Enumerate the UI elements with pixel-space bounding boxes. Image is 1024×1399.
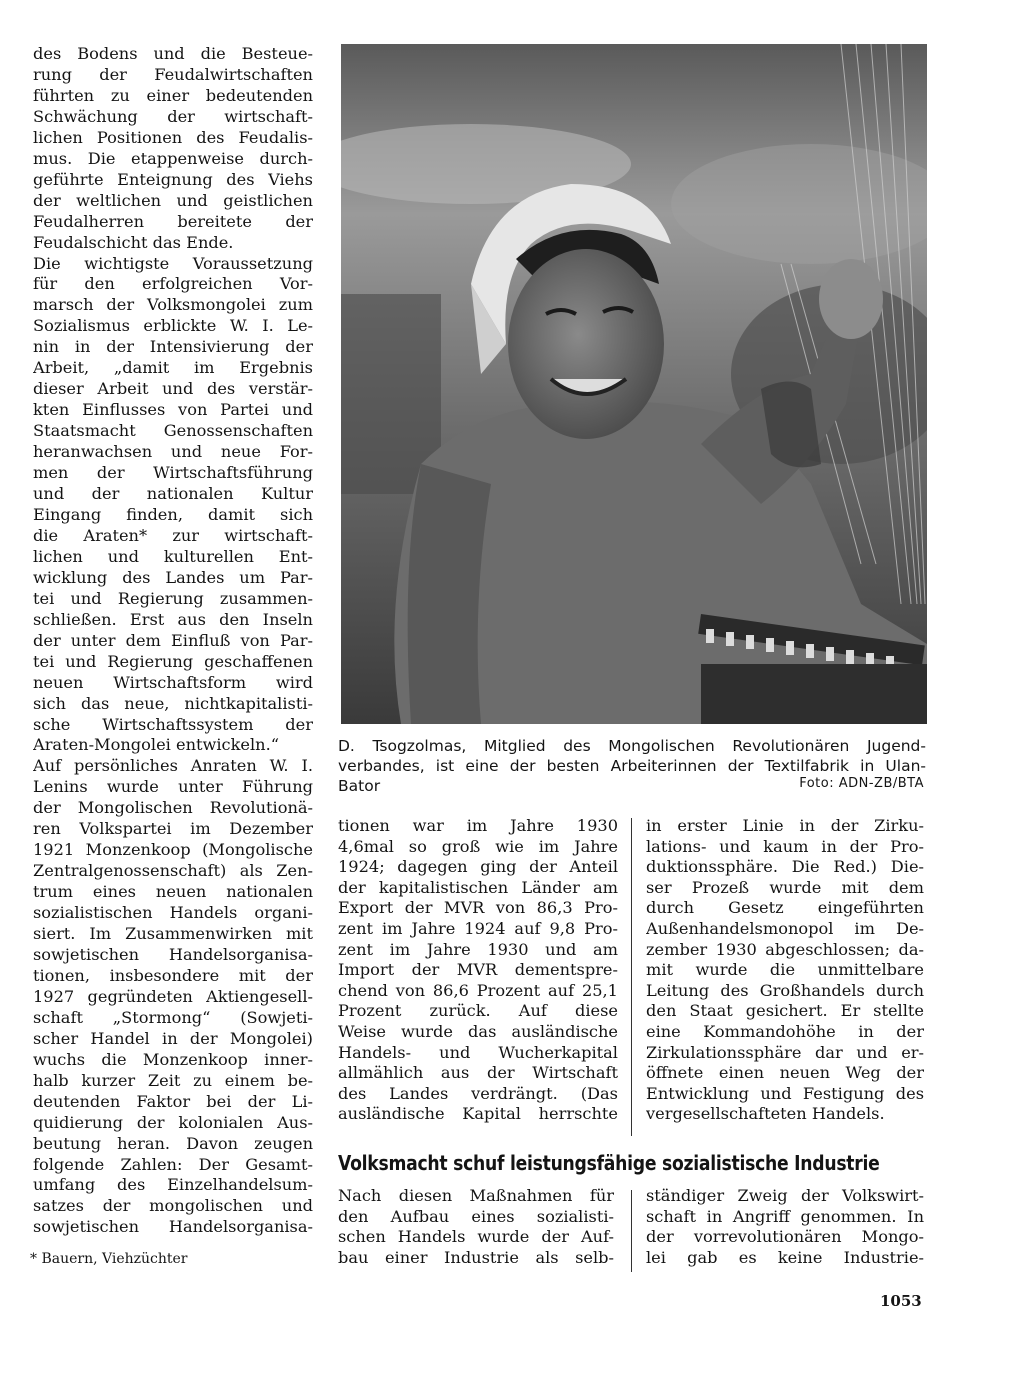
text-line: sowjetischen Handelsorganisa- (33, 944, 313, 964)
text-line: dieser Arbeit und des verstär- (33, 379, 313, 399)
text-line: lichen und kulturellen Ent- (33, 546, 313, 566)
text-line: ständiger Zweig der Volkswirt- (646, 1186, 924, 1205)
column-divider (631, 1190, 632, 1272)
text-line: ser Prozeß wurde mit dem (646, 877, 924, 897)
text-line: Nach diesen Maßnahmen für (338, 1186, 614, 1205)
text-line: Zentralgenossenschaft) als Zen- (33, 861, 313, 881)
text-line: tei und Regierung geschaffenen (33, 651, 313, 671)
text-line: ren Volkspartei im Dezember (33, 819, 313, 839)
text-line: Schwächung der wirtschaft- (33, 106, 313, 126)
text-line: quidierung der kolonialen Aus- (33, 1112, 313, 1132)
text-line: folgende Zahlen: Der Gesamt- (33, 1154, 313, 1174)
text-line: die Araten* zur wirtschaft- (33, 525, 313, 545)
text-line: schaft „Stormong“ (Sowjeti- (33, 1007, 313, 1027)
text-line: lations- und kaum in der Pro- (646, 836, 924, 856)
text-line: in erster Linie in der Zirku- (646, 816, 924, 835)
text-line: siert. Im Zusammenwirken mit (33, 924, 313, 944)
text-line: wicklung des Landes um Par- (33, 567, 313, 587)
text-line: bau einer Industrie als selb- (338, 1247, 614, 1267)
text-line: geführte Enteignung des Viehs (33, 169, 313, 189)
text-line: vergesellschafteten Handels. (646, 1104, 885, 1124)
caption-line: D. Tsogzolmas, Mitglied des Mongolischen Revolutionären Jugend- (338, 737, 926, 755)
text-line: für den erfolgreichen Vor- (33, 274, 313, 294)
text-line: Feudalschicht das Ende. (33, 232, 234, 252)
text-line: der vorrevolutionären Mongo- (646, 1227, 924, 1247)
text-line: trum eines neuen nationalen (33, 882, 313, 902)
text-line: Araten-Mongolei entwickeln.“ (33, 735, 280, 755)
column-divider (631, 818, 632, 1136)
text-line: Leitung des Großhandels durch (646, 980, 924, 1000)
text-line: der unter dem Einfluß von Par- (33, 630, 313, 650)
text-line: ausländische Kapital herrschte (338, 1104, 618, 1124)
text-line: des Bodens und die Besteue- (33, 44, 313, 63)
text-line: Die wichtigste Voraussetzung (33, 253, 313, 273)
footnote: * Bauern, Viehzüchter (30, 1251, 188, 1267)
text-line: den Staat gesichert. Er stellte (646, 1001, 924, 1021)
text-line: satzes der mongolischen und (33, 1196, 313, 1216)
text-line: Staatsmacht Genossenschaften (33, 421, 313, 441)
text-column-5 (646, 1186, 924, 1268)
text-line: und der nationalen Kultur (33, 484, 313, 504)
text-line: kten Einflusses von Partei und (33, 400, 313, 420)
text-line: Feudalherren bereitete der (33, 211, 313, 231)
text-line: der weltlichen und geistlichen (33, 190, 313, 210)
text-line: rung der Feudalwirtschaften (33, 64, 313, 84)
text-line: schen Handels wurde der Auf- (338, 1227, 614, 1247)
text-line: 1924; dagegen ging der Anteil (338, 857, 618, 877)
text-line: marsch der Volksmongolei zum (33, 295, 313, 315)
caption-line: Bator (338, 777, 381, 795)
page-number: 1053 (880, 1292, 922, 1310)
text-line: sich das neue, nichtkapitalisti- (33, 693, 313, 713)
text-line: den Aufbau eines sozialisti- (338, 1206, 614, 1226)
text-line: lichen Positionen des Feudalis- (33, 127, 313, 147)
text-line: schließen. Erst aus den Inseln (33, 609, 313, 629)
text-line: der kapitalistischen Länder am (338, 877, 618, 897)
text-line: Lenins wurde unter Führung (33, 777, 313, 797)
text-column-3 (646, 816, 924, 1125)
text-line: Entwicklung und Festigung des (646, 1083, 924, 1103)
text-line: deutenden Faktor bei der Li- (33, 1091, 313, 1111)
text-line: chend von 86,6 Prozent auf 25,1 (338, 980, 618, 1000)
text-line: sozialistischen Handels organi- (33, 903, 313, 923)
text-line: tionen, insbesondere mit der (33, 965, 313, 985)
text-line: beutung heran. Davon zeugen (33, 1133, 313, 1153)
text-line: öffnete einen neuen Weg der (646, 1063, 924, 1083)
text-line: lei gab es keine Industrie- (646, 1247, 924, 1267)
text-line: 1927 gegründeten Aktiengesell- (33, 986, 313, 1006)
caption-line: verbandes, ist eine der besten Arbeiterinnen der Textilfabrik in Ulan- (338, 757, 926, 775)
text-line: halb kurzer Zeit zu einem be- (33, 1070, 313, 1090)
text-line: sche Wirtschaftssystem der (33, 714, 313, 734)
text-line: zent im Jahre 1924 auf 9,8 Pro- (338, 918, 618, 938)
text-line: Weise wurde das ausländische (338, 1021, 618, 1041)
text-line: tionen war im Jahre 1930 (338, 816, 618, 835)
photo-textile-worker (341, 44, 927, 724)
text-column-1 (33, 44, 313, 1238)
text-line: Außenhandelsmonopol im De- (646, 918, 924, 938)
text-line: Handels- und Wucherkapital (338, 1042, 618, 1062)
text-line: men der Wirtschaftsführung (33, 463, 313, 483)
text-line: eine Kommandohöhe in der (646, 1021, 924, 1041)
text-line: nin in der Intensivierung der (33, 337, 313, 357)
text-line: sowjetischen Handelsorganisa- (33, 1217, 313, 1237)
text-line: heranwachsen und neue For- (33, 442, 313, 462)
text-line: zent im Jahre 1930 und am (338, 939, 618, 959)
text-line: allmählich aus der Wirtschaft (338, 1063, 618, 1083)
text-line: scher Handel in der Mongolei) (33, 1028, 313, 1048)
text-line: Arbeit, „damit im Ergebnis (33, 358, 313, 378)
text-line: zember 1930 abgeschlossen; da- (646, 939, 924, 959)
text-line: Zirkulationssphäre dar und er- (646, 1042, 924, 1062)
text-line: neuen Wirtschaftsform wird (33, 672, 313, 692)
text-line: Export der MVR von 86,3 Pro- (338, 898, 618, 918)
text-line: duktionssphäre. Die Red.) Die- (646, 857, 924, 877)
text-line: mit wurde die unmittelbare (646, 960, 924, 980)
text-line: führten zu einer bedeutenden (33, 85, 313, 105)
text-line: durch Gesetz eingeführten (646, 898, 924, 918)
text-line: tei und Regierung zusammen- (33, 588, 313, 608)
text-line: wuchs die Monzenkoop inner- (33, 1049, 313, 1069)
text-line: 1921 Monzenkoop (Mongolische (33, 840, 313, 860)
text-column-4 (338, 1186, 614, 1268)
text-line: Import der MVR dementspre- (338, 960, 618, 980)
photo-credit: Foto: ADN-ZB/BTA (799, 776, 924, 791)
text-line: Eingang finden, damit sich (33, 504, 313, 524)
section-heading: Volksmacht schuf leistungsfähige sozialistische Industrie (338, 1151, 880, 1175)
text-line: Auf persönliches Anraten W. I. (33, 756, 313, 776)
text-line: des Landes verdrängt. (Das (338, 1083, 618, 1103)
text-line: schaft in Angriff genommen. In (646, 1206, 924, 1226)
text-column-2 (338, 816, 618, 1125)
text-line: mus. Die etappenweise durch- (33, 148, 313, 168)
text-line: 4,6mal so groß wie im Jahre (338, 836, 618, 856)
text-line: Sozialismus erblickte W. I. Le- (33, 316, 313, 336)
text-line: Prozent zurück. Auf diese (338, 1001, 618, 1021)
text-line: der Mongolischen Revolutionä- (33, 798, 313, 818)
text-line: umfang des Einzelhandelsum- (33, 1175, 313, 1195)
